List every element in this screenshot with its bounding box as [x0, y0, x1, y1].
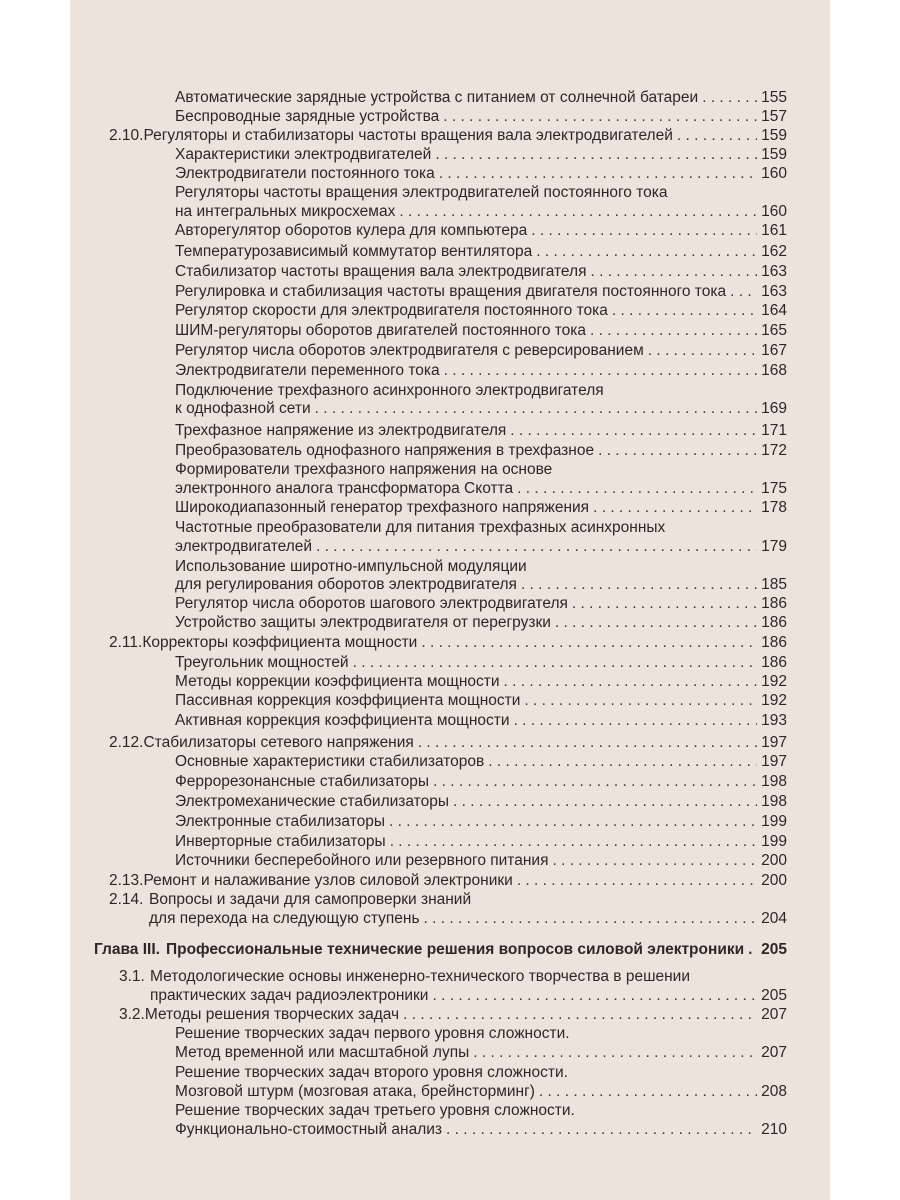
toc-entry-page: 160: [761, 203, 787, 220]
toc-entry-page: 207: [761, 1006, 787, 1023]
toc-entry-page: 162: [761, 243, 787, 260]
toc-entry-page: 204: [761, 910, 787, 927]
toc-entry-title: Феррорезонансные стабилизаторы: [175, 773, 430, 790]
toc-entry-page: 168: [761, 362, 787, 379]
toc-entry-page: 200: [761, 872, 787, 889]
toc-entry-title: Ремонт и налаживание узлов силовой электроники: [143, 872, 513, 889]
toc-entry-title: Пассивная коррекция коэффициента мощности: [175, 692, 521, 709]
toc-section-first-line: [109, 890, 471, 910]
toc-entry: [175, 537, 787, 557]
toc-entry-title: Корректоры коэффициента мощности: [142, 634, 418, 651]
toc-entry: [175, 498, 787, 518]
toc-entry: [175, 145, 787, 165]
toc-entry: [175, 107, 787, 127]
toc-entry-title: Основные характеристики стабилизаторов: [175, 753, 485, 770]
toc-entry-title: Регулятор числа оборотов электродвигателя с реверсированием: [175, 342, 644, 359]
toc-entry-title: ШИМ-регуляторы оборотов двигателей постоянного тока: [175, 322, 587, 339]
toc-entry-title: для регулирования оборотов электродвигателя: [175, 576, 517, 593]
dot-leader: [555, 613, 757, 633]
dot-leader: [510, 421, 757, 441]
toc-entry-title: практических задач радиоэлектроники: [150, 987, 429, 1004]
dot-leader: [488, 752, 757, 772]
toc-entry-page: 178: [761, 499, 787, 516]
toc-entry-title: Электродвигатели постоянного тока: [175, 165, 435, 182]
toc-entry: [175, 221, 787, 241]
toc-entry-title: электродвигателей: [175, 538, 313, 555]
toc-entry-page: 197: [761, 753, 787, 770]
toc-entry-page: 172: [761, 442, 787, 459]
toc-section-number: 2.14.: [109, 891, 144, 908]
dot-leader: [593, 498, 757, 518]
dot-leader: [473, 1043, 757, 1063]
toc-entry-title: Авторегулятор оборотов кулера для компьютера: [175, 222, 528, 239]
toc-entry-title: Устройство защиты электродвигателя от перегрузки: [175, 614, 551, 631]
dot-leader: [435, 145, 757, 165]
toc-entry: [175, 851, 787, 871]
toc-section-number: 2.10.: [109, 127, 144, 144]
toc-entry: [175, 282, 787, 302]
toc-entry-page: 205: [761, 941, 787, 958]
toc-entry: [175, 653, 787, 673]
toc-entry-page: 185: [761, 576, 787, 593]
toc-entry: [175, 88, 787, 108]
toc-entry-page: 186: [761, 595, 787, 612]
toc-entry-title-line: Решение творческих задач третьего уровня сложности.: [175, 1102, 575, 1119]
toc-entry-page: 179: [761, 538, 787, 555]
toc-chapter-number: Глава III.: [94, 941, 160, 958]
dot-leader: [536, 242, 757, 262]
toc-entry-page: 160: [761, 165, 787, 182]
toc-entry-title: Функционально-стоимостный анализ: [175, 1121, 443, 1138]
toc-section-number: 3.1.: [119, 968, 145, 985]
toc-entry: [175, 812, 787, 832]
toc-entry: [175, 321, 787, 341]
toc-section-entry: [109, 871, 787, 891]
toc-entry-title: Регулятор числа оборотов шагового электродвигателя: [175, 595, 568, 612]
toc-entry-page: 171: [761, 422, 787, 439]
toc-entry-page: 157: [761, 108, 787, 125]
dot-leader: [612, 301, 757, 321]
toc-entry-page: 163: [761, 283, 787, 300]
toc-entry-page: 165: [761, 322, 787, 339]
toc-entry: [175, 832, 787, 852]
toc-entry-title: Треугольник мощностей: [175, 654, 349, 671]
toc-entry-page: 186: [761, 614, 787, 631]
toc-entry-title-line: Формирователи трехфазного напряжения на основе: [175, 461, 553, 478]
toc-entry-page: 163: [761, 263, 787, 280]
toc-entry-title: для перехода на следующую ступень: [149, 910, 420, 927]
toc-section-number: 2.11.: [109, 634, 143, 651]
toc-entry: [175, 341, 787, 361]
toc-entry-title: Регуляторы и стабилизаторы частоты вращения вала электродвигателей: [143, 127, 673, 144]
toc-entry: [175, 752, 787, 772]
dot-leader: [403, 1005, 757, 1025]
toc-entry-page: 198: [761, 793, 787, 810]
toc-entry-title-line: Методологические основы инженерно-технического творчества в решении: [150, 968, 691, 985]
dot-leader: [504, 672, 757, 692]
toc-entry: [175, 479, 787, 499]
toc-entry-title-line: Регуляторы частоты вращения электродвигателей постоянного тока: [175, 184, 668, 201]
toc-section-number: 2.13.: [109, 872, 144, 889]
toc-entry-page: 186: [761, 654, 787, 671]
toc-entry-title: Активная коррекция коэффициента мощности: [175, 712, 510, 729]
toc-entry-title-line: Решение творческих задач второго уровня сложности.: [175, 1064, 568, 1081]
toc-entry: [175, 1120, 787, 1140]
toc-entry-title: Мозговой штурм (мозговая атака, брейнсторминг): [175, 1083, 535, 1100]
dot-leader: [353, 653, 757, 673]
dot-leader: [648, 341, 757, 361]
toc-entry-title: Регулятор скорости для электродвигателя постоянного тока: [175, 302, 608, 319]
dot-leader: [598, 441, 757, 461]
dot-leader: [444, 361, 757, 381]
toc-entry-title: Методы коррекции коэффициента мощности: [175, 673, 500, 690]
toc-entry-page: 155: [761, 89, 787, 106]
toc-entry-title: к однофазной сети: [175, 400, 311, 417]
dot-leader: [399, 202, 757, 222]
toc-section-entry: [150, 986, 787, 1006]
book-page: [70, 0, 830, 1200]
dot-leader: [539, 1082, 757, 1102]
dot-leader: [439, 164, 757, 184]
dot-leader: [590, 321, 757, 341]
toc-entry-title-line: Решение творческих задач первого уровня сложности.: [175, 1025, 570, 1042]
toc-entry-title: Беспроводные зарядные устройства: [175, 108, 440, 125]
toc-entry: [175, 262, 787, 282]
dot-leader: [730, 282, 757, 302]
toc-entry-page: 159: [761, 146, 787, 163]
dot-leader: [453, 792, 757, 812]
toc-entry: [175, 1082, 787, 1102]
toc-entry-page: 208: [761, 1083, 787, 1100]
toc-entry: [175, 691, 787, 711]
toc-entry-page: 164: [761, 302, 787, 319]
toc-entry-page: 199: [761, 833, 787, 850]
toc-entry: [175, 242, 787, 262]
toc-entry: [175, 399, 787, 419]
toc-entry-page: 161: [761, 222, 787, 239]
toc-entry-title: Методы решения творческих задач: [144, 1006, 400, 1023]
toc-entry: [175, 301, 787, 321]
dot-leader: [514, 711, 757, 731]
toc-section-number: 2.12.: [109, 734, 144, 751]
toc-entry-page: 197: [761, 734, 787, 751]
toc-entry-title: Электронные стабилизаторы: [175, 813, 385, 830]
toc-entry-page: 210: [761, 1121, 787, 1138]
toc-entry: [175, 361, 787, 381]
toc-entry-page: 199: [761, 813, 787, 830]
toc-entry-title: Регулировка и стабилизация частоты вращения двигателя постоянного тока: [175, 283, 727, 300]
toc-entry-page: 200: [761, 852, 787, 869]
toc-entry: [175, 1043, 787, 1063]
toc-entry-title: Инверторные стабилизаторы: [175, 833, 386, 850]
toc-entry: [175, 421, 787, 441]
toc-section-entry: [149, 909, 787, 929]
toc-entry-page: 175: [761, 480, 787, 497]
dot-leader: [418, 733, 757, 753]
toc-entry-page: 198: [761, 773, 787, 790]
toc-entry-page: 193: [761, 712, 787, 729]
dot-leader: [432, 986, 757, 1006]
dot-leader: [521, 575, 757, 595]
toc-entry-title-line: Использование широтно-импульсной модуляции: [175, 558, 527, 575]
dot-leader: [572, 594, 757, 614]
toc-entry: [175, 711, 787, 731]
toc-entry: [175, 164, 787, 184]
toc-entry: [175, 575, 787, 595]
toc-entry-page: 169: [761, 400, 787, 417]
toc-entry-title: Стабилизатор частоты вращения вала электродвигателя: [175, 263, 587, 280]
dot-leader: [443, 107, 757, 127]
toc-entry-title-line: Подключение трехфазного асинхронного электродвигателя: [175, 382, 604, 399]
toc-entry: [175, 772, 787, 792]
toc-entry: [175, 202, 787, 222]
toc-entry-page: 192: [761, 692, 787, 709]
dot-leader: [316, 537, 757, 557]
toc-section-entry: [109, 733, 787, 753]
dot-leader: [424, 909, 757, 929]
toc-section-entry: [119, 1005, 787, 1025]
toc-entry-title: Метод временной или масштабной лупы: [175, 1044, 470, 1061]
toc-entry-page: 207: [761, 1044, 787, 1061]
dot-leader: [702, 88, 757, 108]
toc-entry: [175, 613, 787, 633]
toc-entry-page: 186: [761, 634, 787, 651]
toc-entry: [175, 792, 787, 812]
toc-entry-title: Источники бесперебойного или резервного питания: [175, 852, 549, 869]
toc-chapter-entry: [94, 940, 787, 960]
dot-leader: [315, 399, 757, 419]
toc-entry-title: Автоматические зарядные устройства с питанием от солнечной батареи: [175, 89, 699, 106]
toc-entry-title: Электромеханические стабилизаторы: [175, 793, 449, 810]
dot-leader: [390, 832, 757, 852]
toc-section-number: 3.2.: [119, 1006, 145, 1023]
toc-entry: [175, 672, 787, 692]
toc-entry-title: Электродвигатели переменного тока: [175, 362, 440, 379]
dot-leader: [389, 812, 757, 832]
toc-entry-page: 167: [761, 342, 787, 359]
toc-entry: [175, 441, 787, 461]
toc-entry-title-line: Частотные преобразователи для питания трехфазных асинхронных: [175, 519, 666, 536]
toc-entry-title-line: Вопросы и задачи для самопроверки знаний: [149, 891, 472, 908]
dot-leader: [748, 940, 757, 960]
toc-entry-title: Преобразователь однофазного напряжения в трехфазное: [175, 442, 595, 459]
dot-leader: [552, 851, 757, 871]
toc-entry-title: Температурозависимый коммутатор вентилятора: [175, 243, 533, 260]
toc-entry-title: Широкодиапазонный генератор трехфазного напряжения: [175, 499, 590, 516]
toc-entry-page: 192: [761, 673, 787, 690]
dot-leader: [524, 691, 757, 711]
toc-entry-title: Стабилизаторы сетевого напряжения: [143, 734, 414, 751]
dot-leader: [517, 479, 757, 499]
toc-entry-title: электронного аналога трансформатора Скотта: [175, 480, 514, 497]
toc-entry: [175, 594, 787, 614]
toc-entry-page: 159: [761, 127, 787, 144]
dot-leader: [677, 126, 757, 146]
toc-section-entry: [109, 633, 787, 653]
toc-entry-title: Трехфазное напряжение из электродвигателя: [175, 422, 507, 439]
toc-entry-title: Характеристики электродвигателей: [175, 146, 432, 163]
dot-leader: [590, 262, 757, 282]
toc-section-entry: [109, 126, 787, 146]
table-of-contents: [70, 0, 830, 1200]
dot-leader: [531, 221, 757, 241]
dot-leader: [446, 1120, 757, 1140]
dot-leader: [517, 871, 757, 891]
toc-entry-title: на интегральных микросхемах: [175, 203, 396, 220]
dot-leader: [433, 772, 757, 792]
dot-leader: [421, 633, 757, 653]
toc-entry-page: 205: [761, 987, 787, 1004]
toc-chapter-title: Профессиональные технические решения вопросов силовой электроники: [165, 941, 745, 958]
toc-section-first-line: [119, 967, 690, 987]
